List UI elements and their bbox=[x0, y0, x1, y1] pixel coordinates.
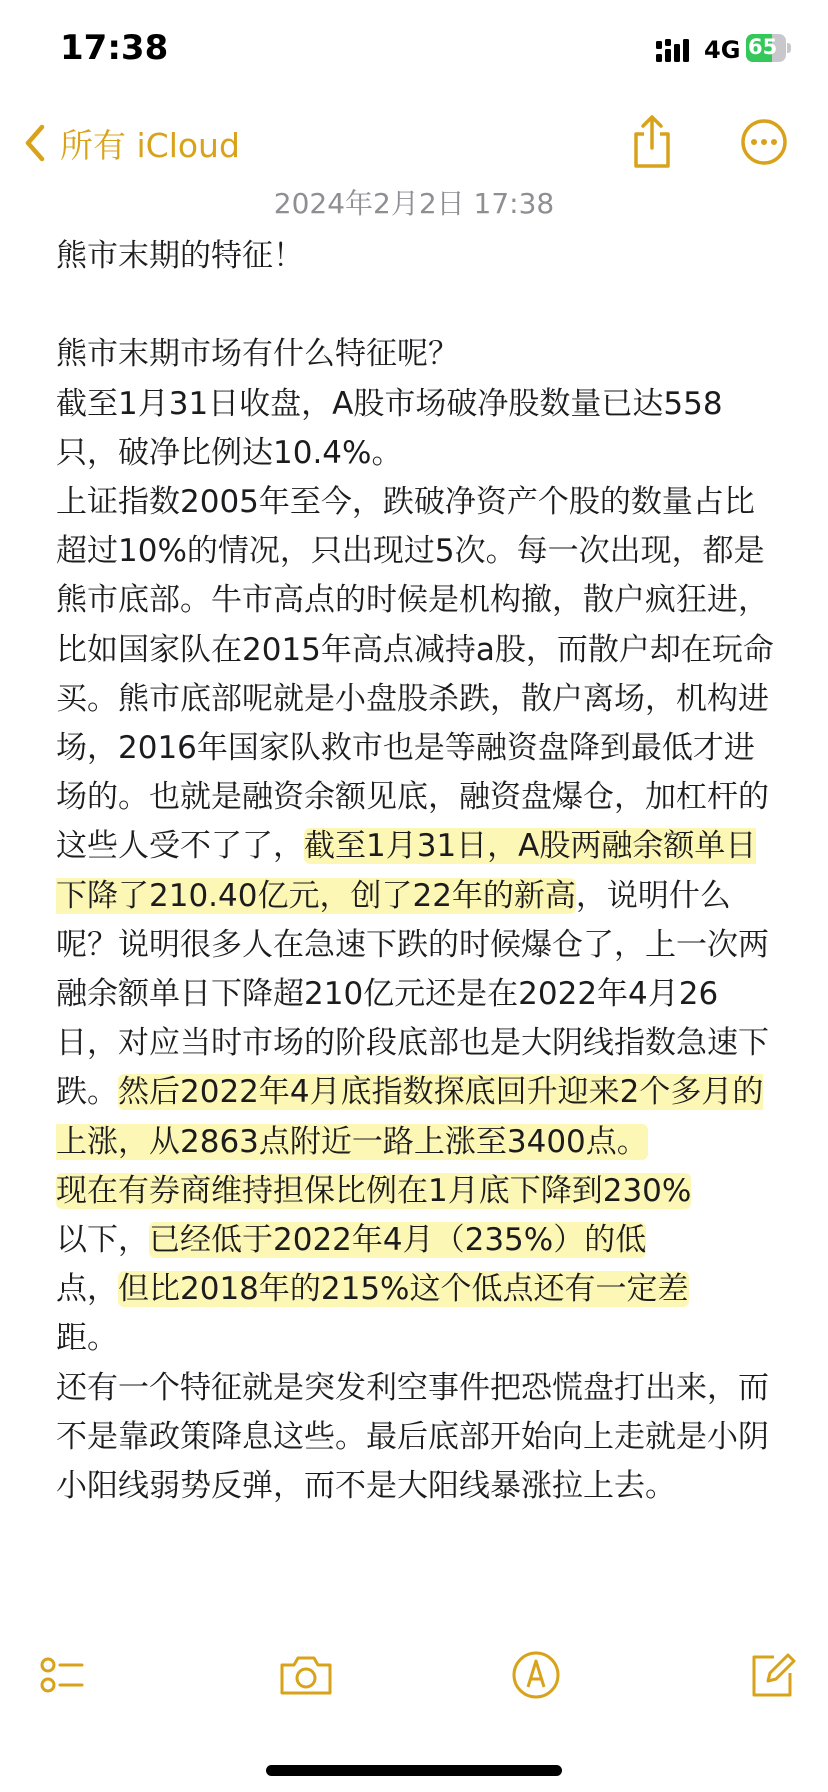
note-body[interactable] bbox=[56, 232, 780, 1632]
highlighted-text: 现在有券商维持担保比例在1月底下降到230% bbox=[56, 1172, 692, 1209]
compose-icon[interactable] bbox=[746, 1649, 798, 1701]
paragraph-text: 点， bbox=[56, 1271, 118, 1308]
back-button[interactable] bbox=[24, 118, 240, 168]
signal-bars-icon bbox=[656, 38, 696, 62]
paragraph-text: ，说明什么呢？说明很多人在急速下跌的时候爆仓了，上一次两融余额单日下降超210亿元还是在2022年4月26日，对应当时市场的阶段底部也是大阴线指数急速下跌。 bbox=[56, 877, 769, 1111]
home-indicator[interactable] bbox=[266, 1765, 562, 1776]
bottom-toolbar bbox=[0, 1625, 828, 1735]
status-time: 17:38 bbox=[60, 28, 169, 68]
highlighted-text: 但比2018年的215%这个低点还有一定差 bbox=[118, 1271, 689, 1308]
back-label: 所有 iCloud bbox=[60, 125, 240, 165]
note-paragraph-1: 截至1月31日收盘，A股市场破净股数量已达558只，破净比例达10.4%。 bbox=[56, 385, 723, 471]
note-timestamp: 2024年2月2日 17:38 bbox=[273, 187, 555, 220]
highlighted-text: 已经低于2022年4月（235%）的低 bbox=[149, 1222, 647, 1259]
checklist-icon[interactable] bbox=[38, 1649, 90, 1701]
camera-icon[interactable] bbox=[278, 1649, 334, 1701]
highlighted-text: 然后2022年4月底指数探底回升迎来2个多月的上涨，从2863点附近一路上涨至3400点。 bbox=[56, 1074, 764, 1160]
note-title: 熊市末期的特征！ bbox=[56, 238, 304, 274]
note-paragraph-4: 还有一个特征就是突发利空事件把恐慌盘打出来，而不是靠政策降息这些。最后底部开始向上走就是小阴小阳线弱势反弹，而不是大阳线暴涨拉上去。 bbox=[56, 1369, 769, 1505]
nav-bar bbox=[0, 100, 828, 190]
note-question: 熊市末期市场有什么特征呢？ bbox=[56, 336, 459, 373]
note-paragraph-2 bbox=[56, 478, 780, 1167]
battery-charging-icon bbox=[746, 34, 792, 62]
status-bar bbox=[0, 0, 828, 100]
note-paragraph-3 bbox=[56, 1167, 780, 1364]
highlighted-text: 截至1月31日，A股两融余额单日下降了210.40亿元，创了22年的新高 bbox=[56, 828, 757, 914]
battery-level: 65 bbox=[748, 35, 778, 59]
more-icon[interactable] bbox=[740, 118, 788, 166]
network-type: 4G bbox=[704, 36, 741, 64]
paragraph-text: 距。 bbox=[56, 1320, 118, 1357]
paragraph-text: 上证指数2005年至今，跌破净资产个股的数量占比超过10%的情况，只出现过5次。每一次出现，都是熊市底部。牛市高点的时候是机构撤，散户疯狂进，比如国家队在2015年高点减持a股，而散户却在玩命买。熊市底部呢就是小盘股杀跌，散户离场，机构进场，2016年国家队救市也是等融资盘降到最低才进场的。也就是融资余额见底，融资盘爆仓，加杠杆的这些人受不了了， bbox=[56, 484, 774, 865]
chevron-left-icon bbox=[24, 123, 46, 163]
share-icon[interactable] bbox=[630, 114, 674, 170]
markup-pen-icon[interactable] bbox=[510, 1649, 562, 1701]
paragraph-text: 以下， bbox=[56, 1222, 149, 1259]
